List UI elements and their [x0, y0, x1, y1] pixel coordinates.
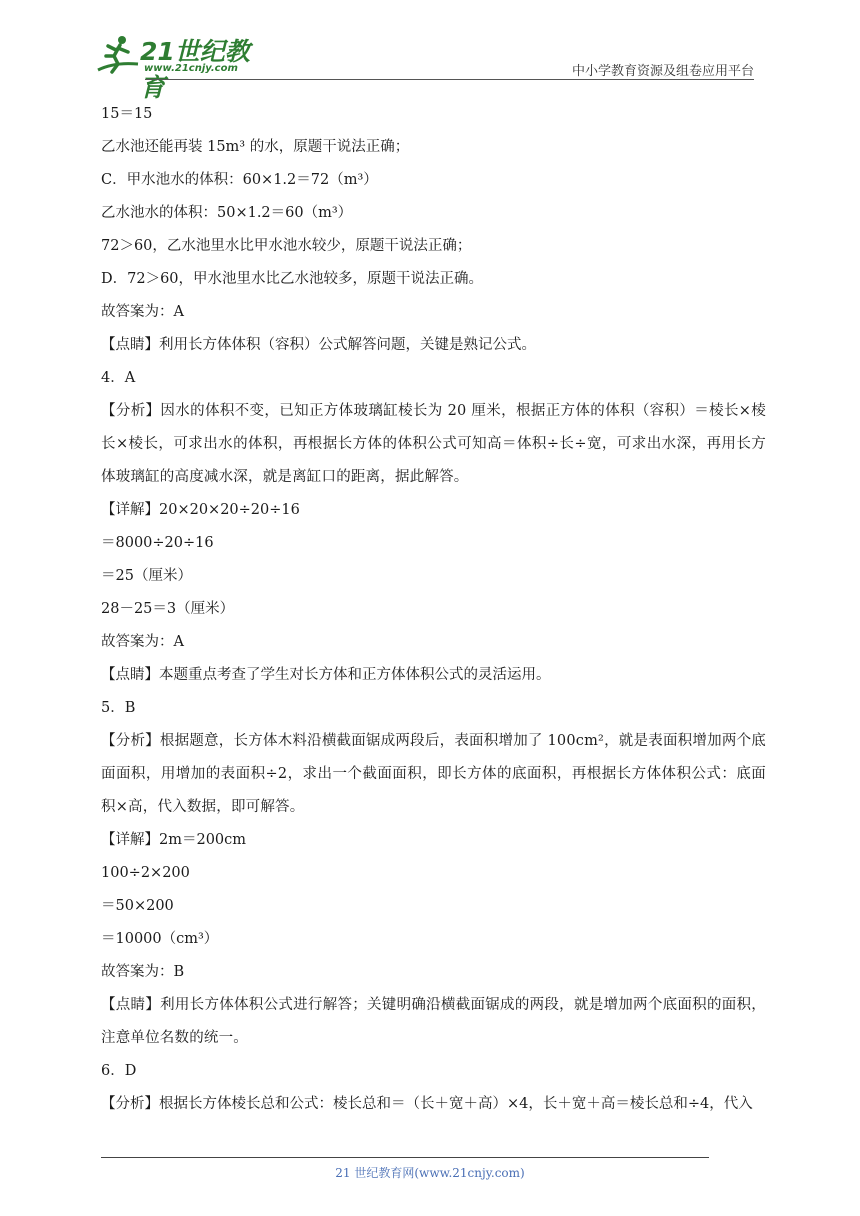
text-line: ＝25（厘米）	[101, 568, 192, 584]
logo-url: www.21cnjy.com	[144, 63, 238, 74]
platform-title: 中小学教育资源及组卷应用平台	[571, 64, 754, 79]
site-logo[interactable]	[94, 30, 264, 102]
text-line: 乙水池还能再装 15m³ 的水，原题干说法正确；	[101, 139, 410, 155]
question-number: 5．B	[101, 700, 136, 716]
question-number: 4．A	[101, 370, 136, 386]
comment-line: 【点睛】本题重点考查了学生对长方体和正方体体积公式的灵活运用。	[101, 667, 551, 683]
analysis-paragraph: 【分析】因水的体积不变，已知正方体玻璃缸棱长为 20 厘米，根据正方体的体积（容积）＝棱长×棱长×棱长，可求出水的体积，再根据长方体的体积公式可知高＝体积÷长÷宽，可求出水深，再用长方体玻璃缸的高度减水深，就是离缸口的距离，据此解答。	[101, 403, 766, 485]
header-divider	[145, 79, 754, 80]
text-line: 72＞60，乙水池里水比甲水池水较少，原题干说法正确；	[101, 238, 472, 254]
analysis-paragraph: 【分析】根据题意，长方体木料沿横截面锯成两段后，表面积增加了 100cm²，就是表面积增加两个底面面积，用增加的表面积÷2，求出一个截面面积，即长方体的底面积，再根据长方体体积公式：底面积×高，代入数据，即可解答。	[101, 733, 766, 815]
text-line: 15＝15	[101, 106, 153, 122]
text-line: ＝50×200	[101, 898, 174, 914]
text-line: ＝8000÷20÷16	[101, 535, 214, 551]
answer-content	[101, 98, 766, 1121]
footer-divider	[101, 1157, 709, 1158]
logo-text: 21世纪教育	[140, 37, 250, 102]
question-number: 6．D	[101, 1063, 137, 1079]
detail-line: 【详解】2m＝200cm	[101, 832, 247, 848]
detail-line: 【详解】20×20×20÷20÷16	[101, 502, 300, 518]
footer-link[interactable]: 21 世纪教育网(www.21cnjy.com)	[335, 1166, 525, 1180]
text-line: D．72＞60，甲水池里水比乙水池较多，原题干说法正确。	[101, 271, 484, 287]
analysis-line: 【分析】根据长方体棱长总和公式：棱长总和＝（长＋宽＋高）×4，长＋宽＋高＝棱长总和÷4，代入	[101, 1096, 753, 1112]
text-line: ＝10000（cm³）	[101, 931, 219, 947]
comment-paragraph: 【点睛】利用长方体体积公式进行解答；关键明确沿横截面锯成的两段，就是增加两个底面积的面积，注意单位名数的统一。	[101, 997, 766, 1046]
answer-line: 故答案为：B	[101, 964, 185, 980]
answer-line: 故答案为：A	[101, 304, 184, 320]
page-header	[0, 0, 860, 102]
text-line: 28－25＝3（厘米）	[101, 601, 235, 617]
answer-line: 故答案为：A	[101, 634, 184, 650]
text-line: C．甲水池水的体积：60×1.2＝72（m³）	[101, 172, 378, 188]
comment-line: 【点睛】利用长方体体积（容积）公式解答问题，关键是熟记公式。	[101, 337, 536, 353]
running-figure-icon	[94, 34, 140, 76]
text-line: 100÷2×200	[101, 865, 190, 881]
text-line: 乙水池水的体积：50×1.2＝60（m³）	[101, 205, 353, 221]
